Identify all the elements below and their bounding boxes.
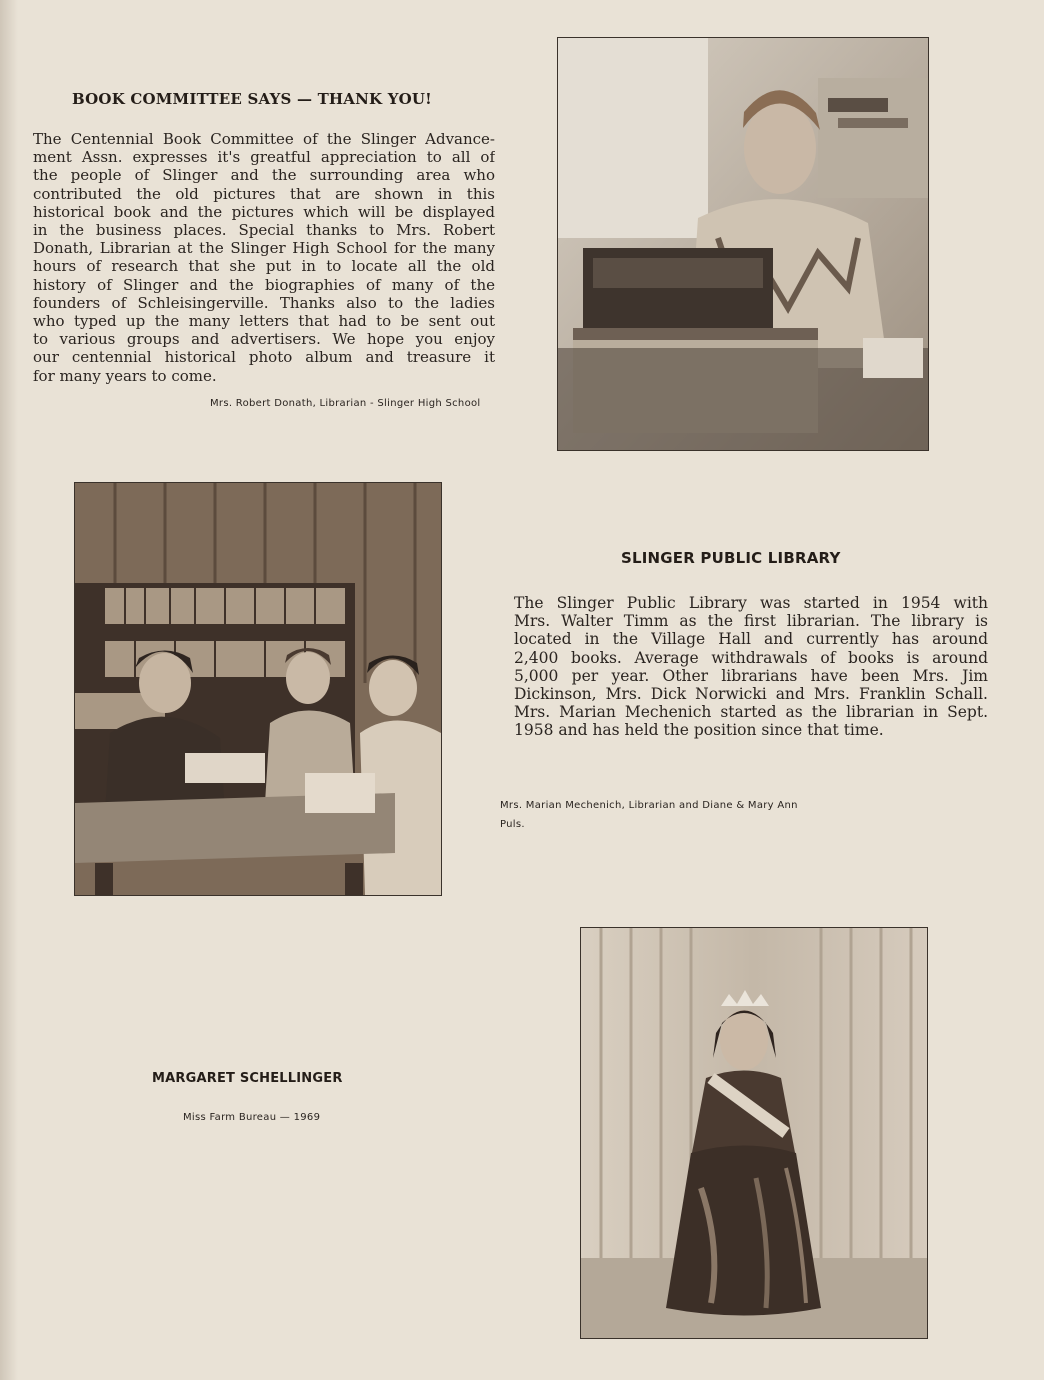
thank-you-body-line: who typed up the many letters that had to be sent out xyxy=(33,312,495,331)
library-body-line: Mrs. Walter Timm as the first librarian. The library is xyxy=(514,612,988,631)
donath-photo-caption: Mrs. Robert Donath, Librarian - Slinger High School xyxy=(210,398,481,409)
thank-you-body-line: to various groups and advertisers. We hope you enjoy xyxy=(33,330,495,349)
thank-you-body-line: for many years to come. xyxy=(33,366,217,385)
page-binding-shadow xyxy=(0,0,18,1380)
thank-you-body-line: founders of Schleisingerville. Thanks also to the ladies xyxy=(33,293,495,312)
library-body-line: located in the Village Hall and currently has around xyxy=(514,630,988,649)
margaret-title: Miss Farm Bureau — 1969 xyxy=(183,1112,321,1123)
thank-you-body xyxy=(33,130,495,385)
thank-you-body-line: contributed the old pictures that are shown in this xyxy=(33,184,495,203)
library-body-line: Mrs. Marian Mechenich started as the librarian in Sept. xyxy=(514,703,988,722)
thank-you-body-line: ment Assn. expresses it's greatful appreciation to all of xyxy=(33,148,495,167)
margaret-name: MARGARET SCHELLINGER xyxy=(152,1071,343,1086)
thank-you-body-line: history of Slinger and the biographies of many of the xyxy=(33,275,495,294)
library-body-line: 1958 and has held the position since that time. xyxy=(514,721,884,740)
library-body-line: Dickinson, Mrs. Dick Norwicki and Mrs. Franklin Schall. xyxy=(514,685,988,704)
library-heading: SLINGER PUBLIC LIBRARY xyxy=(621,549,841,567)
thank-you-body-line: the people of Slinger and the surrounding area who xyxy=(33,166,495,185)
library-body xyxy=(514,594,988,740)
thank-you-body-line: our centennial historical photo album and treasure it xyxy=(33,348,495,367)
library-body-line: The Slinger Public Library was started in 1954 with xyxy=(514,594,988,612)
thank-you-body-line: in the business places. Special thanks to Mrs. Robert xyxy=(33,221,495,240)
library-caption-line1: Mrs. Marian Mechenich, Librarian and Diane & Mary Ann xyxy=(500,800,798,811)
thank-you-heading: BOOK COMMITTEE SAYS — THANK YOU! xyxy=(72,90,432,108)
thank-you-body-line: historical book and the pictures which will be displayed xyxy=(33,202,495,221)
thank-you-body-line: The Centennial Book Committee of the Slinger Advance- xyxy=(33,130,495,148)
library-photo xyxy=(74,482,442,896)
thank-you-body-line: Donath, Librarian at the Slinger High School for the many xyxy=(33,239,495,258)
thank-you-body-line: hours of research that she put in to locate all the old xyxy=(33,257,495,276)
library-body-line: 5,000 per year. Other librarians have been Mrs. Jim xyxy=(514,666,988,685)
library-body-line: 2,400 books. Average withdrawals of books is around xyxy=(514,648,988,667)
margaret-schellinger-photo xyxy=(580,927,928,1339)
library-caption-line2: Puls. xyxy=(500,819,525,830)
donath-typewriter-photo xyxy=(557,37,929,451)
